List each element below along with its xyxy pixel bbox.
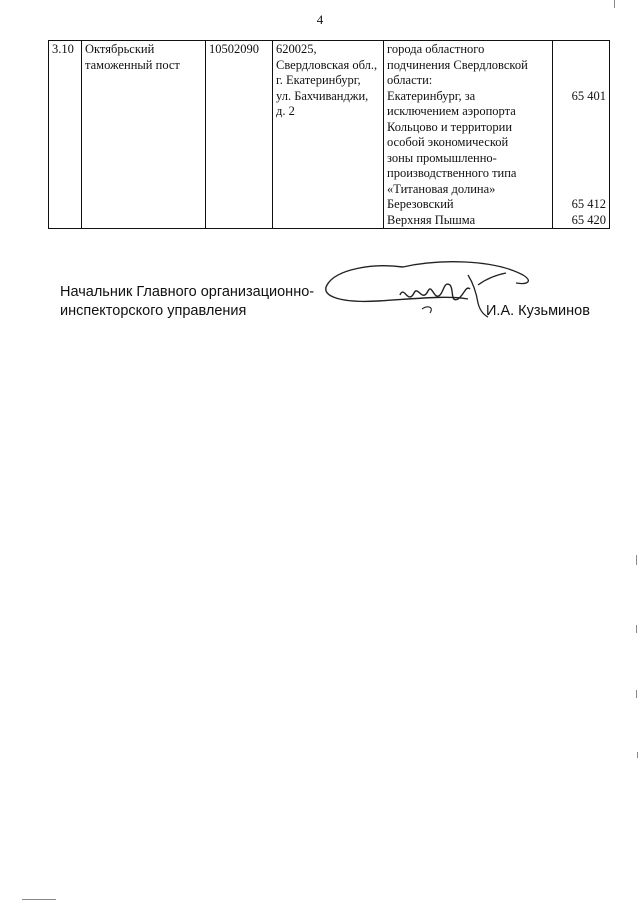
okato-blank	[556, 104, 606, 120]
post-code-cell	[206, 41, 273, 229]
area-line: области:	[387, 73, 433, 87]
okato-blank	[556, 135, 606, 151]
address-line: 620025,	[276, 42, 317, 56]
okato-berezovsky: 65 412	[571, 197, 606, 211]
area-line: Верхняя Пышма	[387, 212, 476, 227]
address-line: Свердловская обл.,	[276, 57, 378, 72]
post-name-line: таможенный пост	[85, 57, 180, 72]
okato-cell	[553, 41, 610, 229]
page-number: 4	[316, 12, 324, 27]
okato-blank	[556, 42, 606, 58]
scan-mark	[22, 899, 56, 900]
scan-mark	[636, 690, 637, 698]
signer-name: И.А. Кузьминов	[486, 303, 590, 319]
okato-verkhnyaya-pyshma: 65 420	[571, 212, 606, 227]
address-line: г. Екатеринбург,	[276, 73, 361, 87]
scan-mark	[637, 752, 638, 758]
area-line: «Титановая долина»	[387, 181, 496, 196]
post-code: 10502090	[209, 42, 259, 56]
okato-blank	[556, 73, 606, 89]
scan-mark	[636, 555, 637, 565]
area-line: города областного	[387, 42, 485, 56]
area-line: зоны промышленно-	[387, 150, 497, 165]
area-cell	[384, 41, 553, 229]
signature-position-line: Начальник Главного организационно-	[60, 284, 315, 300]
row-number-cell	[49, 41, 82, 229]
address-line: д. 2	[276, 104, 295, 118]
area-line: Кольцово и территории	[387, 119, 513, 134]
signature-position-line: инспекторского управления	[60, 303, 247, 319]
post-name-line: Октябрьский	[85, 42, 155, 56]
okato-blank	[556, 151, 606, 167]
area-line: Екатеринбург, за	[387, 88, 476, 103]
address-line: ул. Бахчиванджи,	[276, 88, 369, 103]
area-line: исключением аэропорта	[387, 104, 516, 118]
okato-blank	[556, 58, 606, 74]
address-cell	[273, 41, 384, 229]
okato-blank	[556, 120, 606, 136]
customs-posts-table	[48, 40, 610, 229]
table-row	[49, 41, 610, 229]
area-line: особой экономической	[387, 135, 509, 149]
okato-blank	[556, 182, 606, 198]
scan-mark	[636, 625, 637, 633]
row-number: 3.10	[52, 42, 74, 56]
area-line: Березовский	[387, 197, 454, 211]
okato-ekaterinburg: 65 401	[571, 88, 606, 103]
scan-mark	[614, 0, 615, 8]
area-line: подчинения Свердловской	[387, 57, 528, 72]
post-name-cell	[82, 41, 206, 229]
okato-blank	[556, 166, 606, 182]
signature-position	[60, 283, 314, 321]
area-line: производственного типа	[387, 166, 517, 180]
